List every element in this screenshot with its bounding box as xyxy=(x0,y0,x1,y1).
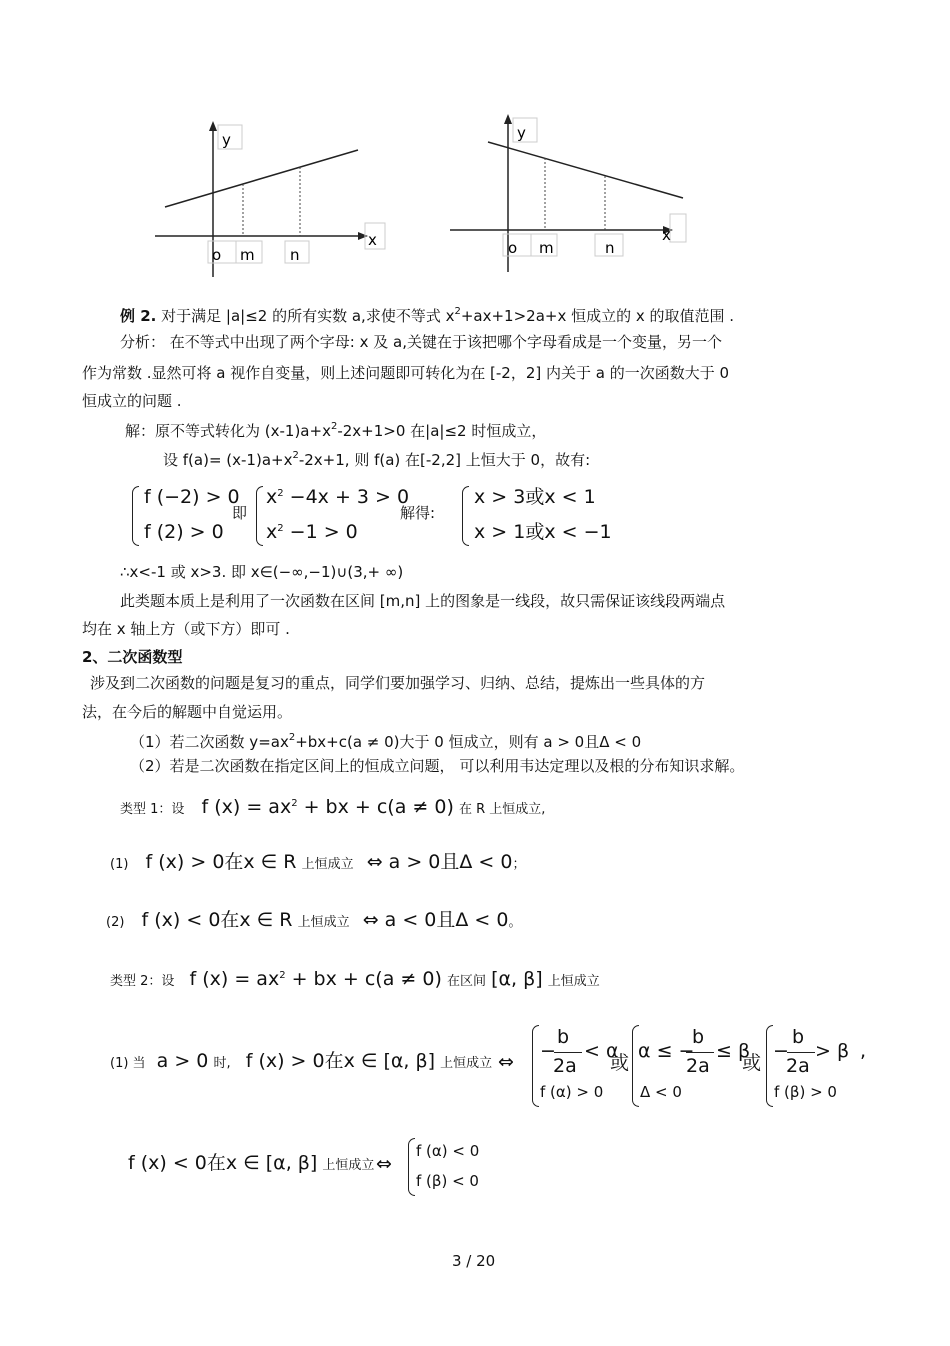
iff-symbol-1: ⇔ xyxy=(498,1051,514,1073)
left-y-arrow xyxy=(209,121,217,131)
left-m-label: m xyxy=(240,246,255,264)
left-o-label: o xyxy=(212,246,222,264)
remark-line-1: 此类题本质上是利用了一次函数在区间 [m,n] 上的图象是一线段，故只需保证该线段两端点 xyxy=(120,592,726,610)
s3-top-rel: > β xyxy=(815,1040,850,1062)
right-o-label: o xyxy=(508,239,518,257)
section-2-point-1: （1）若二次函数 $y=ax^2+bx+c(a \ne 0)$大于 0 恒成立，则有 a > 0且Δ < 0 xyxy=(130,732,642,751)
left-graph xyxy=(150,115,390,285)
example-2-label: 例 2. xyxy=(120,307,157,325)
right-m-label: m xyxy=(539,239,554,257)
system-3-brace xyxy=(462,486,469,546)
s3-fraction-bar xyxy=(787,1052,815,1053)
s4-row-1: f (α) < 0 xyxy=(416,1142,480,1160)
type-1-case-1: (1) f (x) > 0在x ∈ R 上恒成立 ⇔ a > 0且Δ < 0； xyxy=(110,851,526,873)
right-graph xyxy=(445,110,690,280)
right-x-label: x xyxy=(662,226,671,244)
example-2-statement: 例 2. 对于满足 |a|≤2 的所有实数 a,求使不等式 $x^2+ax+1>2a+x$ 恒成立的 x 的取值范围 . xyxy=(120,306,735,325)
page-number: 3 / 20 xyxy=(452,1252,496,1270)
right-n-label: n xyxy=(605,239,615,257)
s3-bottom: f (β) > 0 xyxy=(774,1083,837,1101)
analysis-line-2: 作为常数 .显然可将 a 视作自变量，则上述问题即可转化为在 [-2，2] 内关于 a 的一次函数大于 0 xyxy=(82,364,730,382)
system-3-row-1: x > 3或x < 1 xyxy=(474,486,596,508)
s1-bottom: f (α) > 0 xyxy=(540,1083,604,1101)
s2-left: α ≤ − xyxy=(638,1040,695,1062)
ji-text: 即 xyxy=(232,504,248,522)
system-2-brace xyxy=(256,486,263,546)
section-2-point-2: （2）若是二次函数在指定区间上的恒成立问题， 可以利用韦达定理以及根的分布知识求解。 xyxy=(130,757,745,775)
type-2-system-4-brace xyxy=(408,1138,415,1196)
left-line xyxy=(165,150,358,207)
type-2-system-3-brace xyxy=(766,1025,773,1107)
s2-bottom: Δ < 0 xyxy=(640,1083,682,1101)
type-2-case-2-lhs: f (x) < 0在x ∈ [α, β] 上恒成立 xyxy=(128,1152,375,1174)
right-x-box xyxy=(670,214,686,242)
analysis-line-3: 恒成立的问题 . xyxy=(82,392,182,410)
type-2-system-2-brace xyxy=(632,1025,639,1107)
s1-fraction-bar xyxy=(554,1052,582,1053)
iff-symbol-2: ⇔ xyxy=(376,1153,392,1175)
s1-numerator: b xyxy=(557,1026,570,1048)
system-1-brace xyxy=(132,486,139,546)
s3-numerator: b xyxy=(792,1026,805,1048)
s3-comma: , xyxy=(860,1040,867,1062)
solution-line-1: 解：原不等式转化为 $(x-1)a+x^2-2x+1>0$ 在|a|≤2 时恒成立， xyxy=(125,421,547,440)
system-3-row-2: x > 1或x < −1 xyxy=(474,521,612,543)
s1-top-rel: < α xyxy=(584,1040,619,1062)
s2-numerator: b xyxy=(692,1026,705,1048)
left-x-arrow xyxy=(358,232,368,240)
system-1-row-2: f (2) > 0 xyxy=(144,521,224,543)
jiede-text: 解得: xyxy=(400,504,436,522)
s4-row-2: f (β) < 0 xyxy=(416,1172,479,1190)
s3-minus: − xyxy=(773,1040,789,1062)
s1-denominator: 2a xyxy=(553,1055,577,1077)
section-2-intro-1: 涉及到二次函数的问题是复习的重点，同学们要加强学习、归纳、总结，提炼出一些具体的方 xyxy=(90,674,706,692)
left-n-label: n xyxy=(290,246,300,264)
type-1-case-2: (2) f (x) < 0在x ∈ R 上恒成立 ⇔ a < 0且Δ < 0。 xyxy=(106,909,522,931)
remark-line-2: 均在 x 轴上方（或下方）即可 . xyxy=(82,620,290,638)
s2-fraction-bar xyxy=(686,1052,714,1053)
conclusion: ∴x<-1 或 x>3. 即 x∈(−∞,−1)∪(3,+ ∞) xyxy=(120,563,404,581)
left-y-label: y xyxy=(222,131,231,149)
s1-minus: − xyxy=(540,1040,556,1062)
left-x-label: x xyxy=(368,231,377,249)
solution-line-2: 设 $f(a)= (x-1)a+x^2-2x+1$, 则 f(a) 在[-2,2] 上恒大于 0，故有: xyxy=(163,450,591,469)
section-2-intro-2: 法，在今后的解题中自觉运用。 xyxy=(82,703,293,721)
system-2-row-1: $x^2 -4x + 3 > 0$ xyxy=(266,486,410,508)
analysis-line-1: 分析： 在不等式中出现了两个字母: x 及 a,关键在于该把哪个字母看成是一个变量，另一个 xyxy=(120,333,722,351)
s2-denominator: 2a xyxy=(686,1055,710,1077)
s3-denominator: 2a xyxy=(786,1055,810,1077)
type-1-definition: 类型 1：设 f $(x) = ax^2$ + bx + c(a ≠ 0) 在 R 上恒成立, xyxy=(120,796,546,818)
huo-1: 或 xyxy=(610,1052,630,1074)
huo-2: 或 xyxy=(742,1052,762,1074)
right-line xyxy=(488,142,683,198)
right-y-arrow xyxy=(504,114,512,124)
right-y-label: y xyxy=(517,124,526,142)
system-1-row-1: f (−2) > 0 xyxy=(144,486,240,508)
type-2-system-1-brace xyxy=(532,1025,539,1107)
system-2-row-2: $x^2 -1 > 0$ xyxy=(266,521,358,543)
type-2-case-1-lhs: (1) 当 a > 0 时, f (x) > 0在x ∈ [α, β] 上恒成立 xyxy=(110,1050,493,1072)
section-2-heading: 2、二次函数型 xyxy=(82,648,183,666)
s2-right: ≤ β xyxy=(716,1040,751,1062)
type-2-definition: 类型 2：设 f $(x) = ax^2$ + bx + c(a ≠ 0) 在区间 [α, β] 上恒成立 xyxy=(110,968,600,990)
